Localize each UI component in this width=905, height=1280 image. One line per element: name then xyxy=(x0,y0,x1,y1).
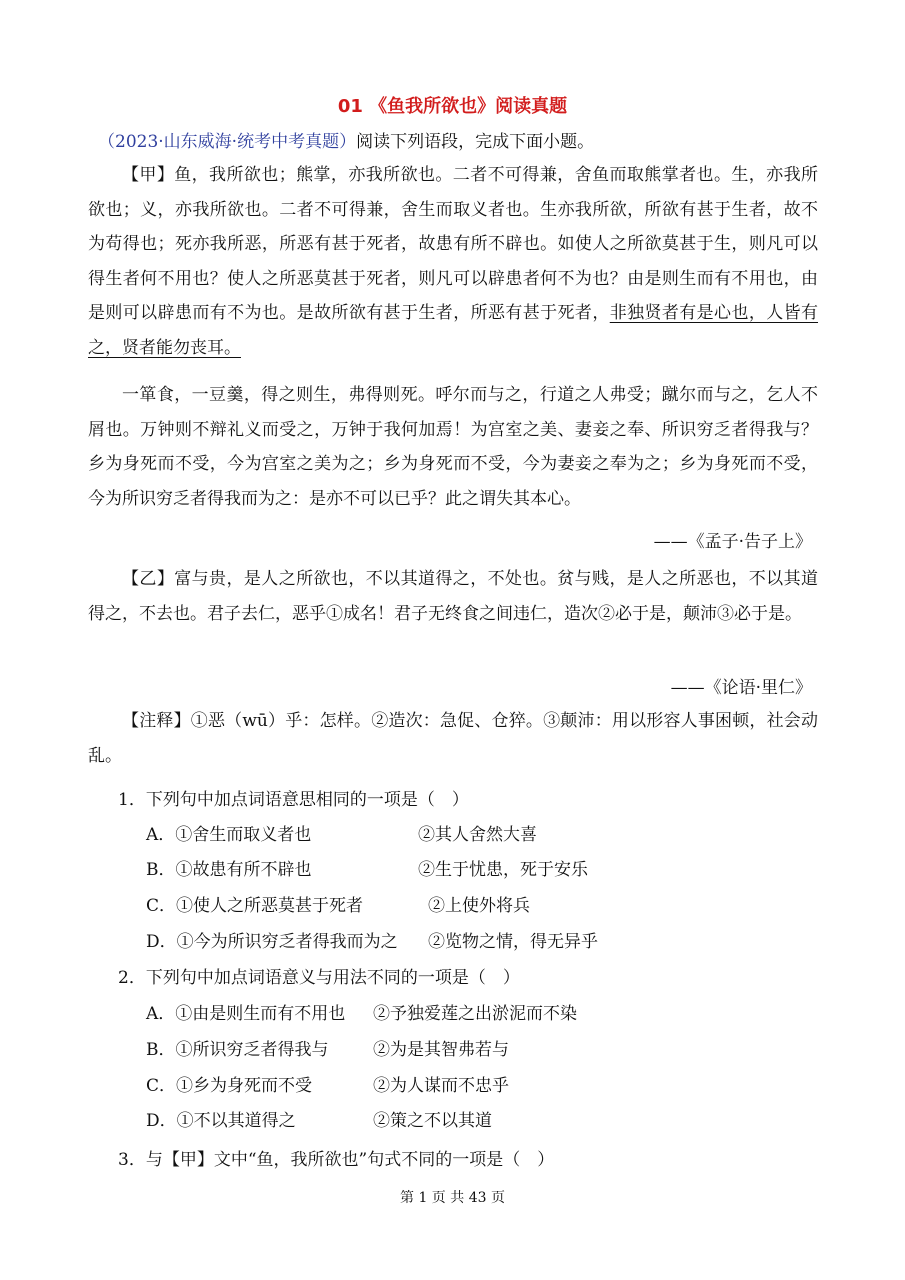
page-footer: 第 1 页 共 43 页 xyxy=(400,1190,505,1206)
q2-option-a-1: A．①由是则生而有不用也 xyxy=(146,1004,346,1024)
source-tag: （2023·山东威海·统考中考真题） xyxy=(98,132,357,152)
question-3-stem: 3．与【甲】文中“鱼，我所欲也”句式不同的一项是（ ） xyxy=(118,1150,555,1170)
q1-option-c-2: ②上使外将兵 xyxy=(428,896,530,916)
q2-option-b-1: B．①所识穷乏者得我与 xyxy=(146,1040,329,1060)
question-2-stem: 2．下列句中加点词语意义与用法不同的一项是（ ） xyxy=(118,968,520,988)
q2-option-c-1: C．①乡为身死而不受 xyxy=(146,1076,313,1096)
annotation-notes: 【注释】①恶（wū）乎：怎样。②造次：急促、仓猝。③颠沛：用以形容人事困顿，社会动乱。 xyxy=(88,711,818,766)
passage-jia-underlined: 非独贤者有是心也，人皆有之，贤者能勿丧耳。 xyxy=(88,303,819,358)
source-instruction: 阅读下列语段，完成下面小题。 xyxy=(356,132,595,152)
passage-jia-part2: 一箪食，一豆羹，得之则生，弗得则死。呼尔而与之，行道之人弗受；蹴尔而与之，乞人不屑也。万钟则不辩礼义而受之，万钟于我何加焉！为宫室之美、妻妾之奉、所识穷乏者得我与？乡为身死而不受，今为宫室之美为之；乡为身死而不受，今为妻妾之奉为之；乡为身死而不受，今为所识穷乏者得我而为之：是亦不可以已乎？此之谓失其本心。 xyxy=(88,385,818,509)
citation-mencius: ——《孟子·告子上》 xyxy=(653,532,812,552)
q2-option-c-2: ②为人谋而不忠乎 xyxy=(373,1076,509,1096)
page-title: 01 《鱼我所欲也》阅读真题 xyxy=(337,96,568,117)
q2-option-a-2: ②予独爱莲之出淤泥而不染 xyxy=(373,1004,577,1024)
q2-option-b-2: ②为是其智弗若与 xyxy=(373,1040,509,1060)
q2-option-d-2: ②策之不以其道 xyxy=(373,1111,492,1131)
q1-option-a-1: A．①舍生而取义者也 xyxy=(146,825,312,845)
q1-option-d-2: ②览物之情，得无异乎 xyxy=(428,932,598,952)
q2-option-d-1: D．①不以其道得之 xyxy=(146,1111,296,1131)
passage-jia-part1 xyxy=(88,158,818,365)
q1-option-d-1: D．①今为所识穷乏者得我而为之 xyxy=(146,932,398,952)
source-line xyxy=(98,130,828,154)
question-1-stem: 1．下列句中加点词语意思相同的一项是（ ） xyxy=(118,790,469,810)
citation-analects: ——《论语·里仁》 xyxy=(670,678,812,698)
passage-yi: 【乙】富与贵，是人之所欲也，不以其道得之，不处也。贫与贱，是人之所恶也，不以其道得之，不去也。君子去仁，恶乎①成名！君子无终食之间违仁，造次②必于是，颠沛③必于是。 xyxy=(88,569,818,624)
q1-option-b-1: B．①故患有所不辟也 xyxy=(146,860,312,880)
passage-jia-text: 【甲】鱼，我所欲也；熊掌，亦我所欲也。二者不可得兼，舍鱼而取熊掌者也。生，亦我所欲也；义，亦我所欲也。二者不可得兼，舍生而取义者也。生亦我所欲，所欲有甚于生者，故不为苟得也；死亦我所恶，所恶有甚于死者，故患有所不辟也。如使人之所欲莫甚于生，则凡可以得生者何不用也？使人之所恶莫甚于死者，则凡可以辟患者何不为也？由是则生而有不用也，由是则可以辟患而有不为也。是故所欲有甚于生者，所恶有甚于死者， xyxy=(88,165,818,323)
q1-option-b-2: ②生于忧患，死于安乐 xyxy=(418,860,588,880)
q1-option-a-2: ②其人舍然大喜 xyxy=(418,825,537,845)
q1-option-c-1: C．①使人之所恶莫甚于死者 xyxy=(146,896,364,916)
